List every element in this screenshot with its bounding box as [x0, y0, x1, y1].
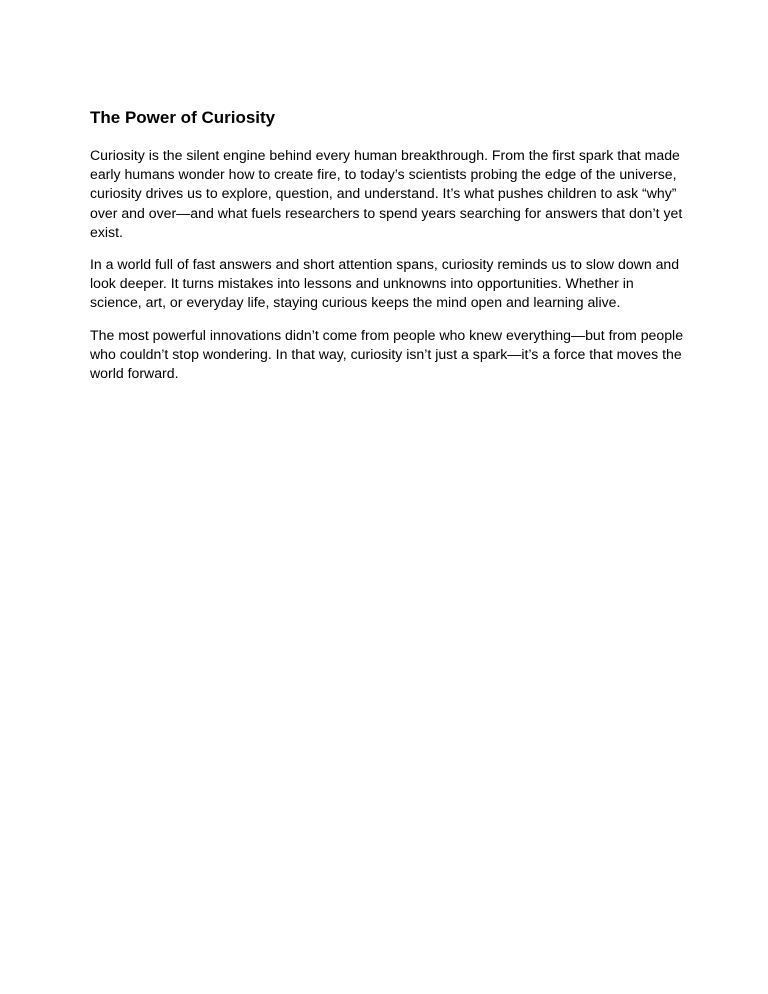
- paragraph-3: The most powerful innovations didn’t come from people who knew everything—but from people who couldn’t stop wondering. In that way, curiosity isn’t just a spark—it’s a force that moves the world forward.: [90, 326, 684, 382]
- paragraph-1: Curiosity is the silent engine behind every human breakthrough. From the first spark that made early humans wonder how to create fire, to today’s scientists probing the edge of the universe, curiosity drives us to explore, question, and understand. It’s what pushes children to ask “why” over and over—and what fuels researchers to spend years searching for answers that don’t yet exist.: [90, 147, 683, 240]
- document-body: [90, 108, 686, 396]
- document-title: The Power of Curiosity: [90, 108, 276, 127]
- paragraph-2: In a world full of fast answers and short attention spans, curiosity reminds us to slow down and look deeper. It turns mistakes into lessons and unknowns into opportunities. Whether in science, art, or everyday life, staying curious keeps the mind open and learning alive.: [90, 256, 680, 311]
